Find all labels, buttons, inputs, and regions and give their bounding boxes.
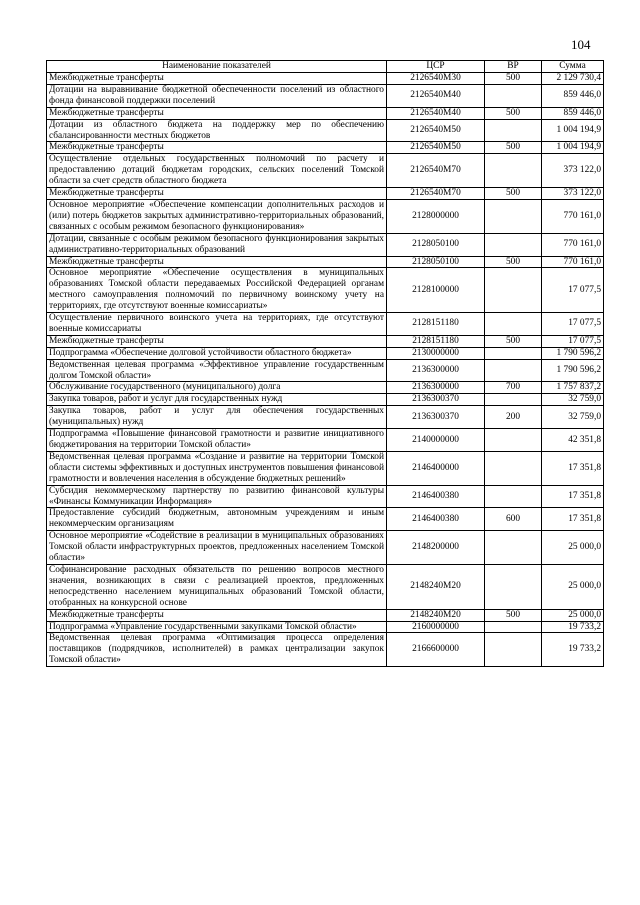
column-header-sum: Сумма <box>542 61 604 73</box>
cell-name: Дотации, связанные с особым режимом безопасного функционирования закрытых административно-территориальных образований <box>47 233 387 256</box>
column-header-csr: ЦСР <box>387 61 485 73</box>
table-row <box>47 154 604 188</box>
cell-sum: 17 077,5 <box>542 268 604 313</box>
cell-csr: 2126540М50 <box>387 142 485 154</box>
cell-vr <box>485 621 542 633</box>
cell-vr: 500 <box>485 73 542 85</box>
table-row <box>47 199 604 233</box>
cell-csr: 2126540М40 <box>387 107 485 119</box>
cell-vr <box>485 564 542 609</box>
cell-csr: 2126540М70 <box>387 188 485 200</box>
table-row <box>47 429 604 452</box>
cell-csr: 2146400000 <box>387 451 485 485</box>
cell-csr: 2148240М20 <box>387 609 485 621</box>
cell-csr: 2128050100 <box>387 233 485 256</box>
cell-name: Основное мероприятие «Обеспечение компенсации дополнительных расходов и (или) потерь бюджетов закрытых административно-территориальных образований, связанных с особым режимом безопасного функционирования» <box>47 199 387 233</box>
table-row <box>47 335 604 347</box>
cell-csr: 2126540М50 <box>387 119 485 142</box>
cell-vr: 500 <box>485 609 542 621</box>
cell-csr: 2148200000 <box>387 531 485 565</box>
cell-sum: 1 757 837,2 <box>542 382 604 394</box>
cell-name: Субсидия некоммерческому партнерству по развитию финансовой культуры «Финансы Коммуникации Информация» <box>47 485 387 508</box>
cell-sum: 1 790 596,2 <box>542 359 604 382</box>
table-row <box>47 73 604 85</box>
cell-name: Основное мероприятие «Содействие в реализации в муниципальных образованиях Томской области инфраструктурных проектов, предложенных населением Томской области» <box>47 531 387 565</box>
cell-name: Закупка товаров, работ и услуг для государственных нужд <box>47 394 387 406</box>
table-row <box>47 609 604 621</box>
table-row <box>47 382 604 394</box>
cell-sum: 373 122,0 <box>542 188 604 200</box>
cell-sum: 1 004 194,9 <box>542 119 604 142</box>
cell-name: Подпрограмма «Обеспечение долговой устойчивости областного бюджета» <box>47 347 387 359</box>
cell-csr: 2126540М30 <box>387 73 485 85</box>
cell-sum: 373 122,0 <box>542 154 604 188</box>
column-header-vr: ВР <box>485 61 542 73</box>
cell-name: Межбюджетные трансферты <box>47 188 387 200</box>
cell-name: Предоставление субсидий бюджетным, автономным учреждениям и иным некоммерческим организациям <box>47 508 387 531</box>
cell-name: Осуществление первичного воинского учета на территориях, где отсутствуют военные комиссариаты <box>47 313 387 336</box>
cell-csr: 2128151180 <box>387 335 485 347</box>
cell-name: Подпрограмма «Управление государственными закупками Томской области» <box>47 621 387 633</box>
table-row <box>47 119 604 142</box>
table-row <box>47 188 604 200</box>
cell-sum: 19 733,2 <box>542 633 604 667</box>
cell-csr: 2128050100 <box>387 256 485 268</box>
cell-name: Осуществление отдельных государственных полномочий по расчету и предоставлению дотаций бюджетам городских, сельских поселений Томской области за счет средств областного бюджета <box>47 154 387 188</box>
cell-name: Межбюджетные трансферты <box>47 335 387 347</box>
table-row <box>47 394 604 406</box>
cell-sum: 25 000,0 <box>542 564 604 609</box>
cell-sum: 42 351,8 <box>542 429 604 452</box>
cell-sum: 17 077,5 <box>542 335 604 347</box>
cell-csr: 2136300000 <box>387 359 485 382</box>
table-row <box>47 633 604 667</box>
budget-table <box>46 60 604 667</box>
table-row <box>47 485 604 508</box>
cell-csr: 2146400380 <box>387 508 485 531</box>
cell-name: Подпрограмма «Повышение финансовой грамотности и развитие инициативного бюджетирования на территории Томской области» <box>47 429 387 452</box>
cell-name: Дотации из областного бюджета на поддержку мер по обеспечению сбалансированности местных бюджетов <box>47 119 387 142</box>
cell-vr <box>485 347 542 359</box>
cell-csr: 2128151180 <box>387 313 485 336</box>
cell-name: Обслуживание государственного (муниципального) долга <box>47 382 387 394</box>
cell-csr: 2160000000 <box>387 621 485 633</box>
cell-csr: 2136300000 <box>387 382 485 394</box>
cell-sum: 859 446,0 <box>542 107 604 119</box>
cell-csr: 2146400380 <box>387 485 485 508</box>
table-row <box>47 508 604 531</box>
cell-name: Закупка товаров, работ и услуг для обеспечения государственных (муниципальных) нужд <box>47 406 387 429</box>
cell-csr: 2128100000 <box>387 268 485 313</box>
cell-csr: 2148240М20 <box>387 564 485 609</box>
table-row <box>47 531 604 565</box>
cell-sum: 32 759,0 <box>542 394 604 406</box>
cell-sum: 17 351,8 <box>542 508 604 531</box>
cell-sum: 25 000,0 <box>542 531 604 565</box>
cell-vr <box>485 451 542 485</box>
cell-name: Ведомственная целевая программа «Эффективное управление государственным долгом Томской области» <box>47 359 387 382</box>
cell-sum: 770 161,0 <box>542 256 604 268</box>
cell-csr: 2126540М40 <box>387 84 485 107</box>
cell-vr: 500 <box>485 107 542 119</box>
cell-vr <box>485 119 542 142</box>
cell-sum: 17 351,8 <box>542 451 604 485</box>
cell-sum: 17 077,5 <box>542 313 604 336</box>
cell-vr <box>485 429 542 452</box>
table-row <box>47 107 604 119</box>
cell-name: Межбюджетные трансферты <box>47 107 387 119</box>
cell-name: Софинансирование расходных обязательств по решению вопросов местного значения, возникающих в связи с реализацией проектов, предложенных непосредственно населением муниципальных образований Томской области, отобранных на конкурсной основе <box>47 564 387 609</box>
cell-vr <box>485 313 542 336</box>
cell-sum: 1 004 194,9 <box>542 142 604 154</box>
cell-vr: 500 <box>485 142 542 154</box>
page-number: 104 <box>571 37 591 52</box>
cell-vr <box>485 359 542 382</box>
cell-vr <box>485 84 542 107</box>
cell-vr <box>485 633 542 667</box>
cell-name: Основное мероприятие «Обеспечение осуществления в муниципальных образованиях Томской области передаваемых Российской Федерацией органам местного самоуправления полномочий по первичному воинскому учету на территориях, где отсутствуют военные комиссариаты» <box>47 268 387 313</box>
cell-sum: 1 790 596,2 <box>542 347 604 359</box>
cell-vr <box>485 485 542 508</box>
cell-name: Межбюджетные трансферты <box>47 73 387 85</box>
cell-vr <box>485 233 542 256</box>
cell-vr <box>485 531 542 565</box>
table-row <box>47 256 604 268</box>
table-row <box>47 268 604 313</box>
cell-vr <box>485 199 542 233</box>
cell-sum: 19 733,2 <box>542 621 604 633</box>
cell-vr: 200 <box>485 406 542 429</box>
table-row <box>47 347 604 359</box>
cell-sum: 2 129 730,4 <box>542 73 604 85</box>
table-row <box>47 359 604 382</box>
cell-vr <box>485 394 542 406</box>
cell-name: Межбюджетные трансферты <box>47 256 387 268</box>
cell-name: Межбюджетные трансферты <box>47 142 387 154</box>
cell-csr: 2128000000 <box>387 199 485 233</box>
table-row <box>47 142 604 154</box>
table-row <box>47 313 604 336</box>
cell-sum: 770 161,0 <box>542 233 604 256</box>
cell-name: Ведомственная целевая программа «Создание и развитие на территории Томской области системы эффективных и доступных инструментов повышения финансовой грамотности и вовлечения населения в обсуждение бюджетных решений» <box>47 451 387 485</box>
cell-csr: 2130000000 <box>387 347 485 359</box>
table-header-row <box>47 61 604 73</box>
cell-sum: 859 446,0 <box>542 84 604 107</box>
cell-csr: 2136300370 <box>387 406 485 429</box>
cell-csr: 2140000000 <box>387 429 485 452</box>
cell-name: Межбюджетные трансферты <box>47 609 387 621</box>
cell-sum: 17 351,8 <box>542 485 604 508</box>
cell-name: Дотации на выравнивание бюджетной обеспеченности поселений из областного фонда финансовой поддержки поселений <box>47 84 387 107</box>
cell-vr: 500 <box>485 256 542 268</box>
table-row <box>47 564 604 609</box>
table-row <box>47 621 604 633</box>
cell-csr: 2166600000 <box>387 633 485 667</box>
cell-vr: 700 <box>485 382 542 394</box>
cell-csr: 2136300370 <box>387 394 485 406</box>
column-header-name: Наименование показателей <box>47 61 387 73</box>
cell-sum: 770 161,0 <box>542 199 604 233</box>
table-row <box>47 233 604 256</box>
cell-vr: 500 <box>485 335 542 347</box>
cell-vr: 600 <box>485 508 542 531</box>
table-row <box>47 406 604 429</box>
cell-name: Ведомственная целевая программа «Оптимизация процесса определения поставщиков (подрядчиков, исполнителей) в рамках централизации закупок Томской области» <box>47 633 387 667</box>
table-row <box>47 84 604 107</box>
cell-vr <box>485 154 542 188</box>
table-row <box>47 451 604 485</box>
cell-vr <box>485 268 542 313</box>
cell-csr: 2126540М70 <box>387 154 485 188</box>
cell-sum: 25 000,0 <box>542 609 604 621</box>
cell-sum: 32 759,0 <box>542 406 604 429</box>
cell-vr: 500 <box>485 188 542 200</box>
